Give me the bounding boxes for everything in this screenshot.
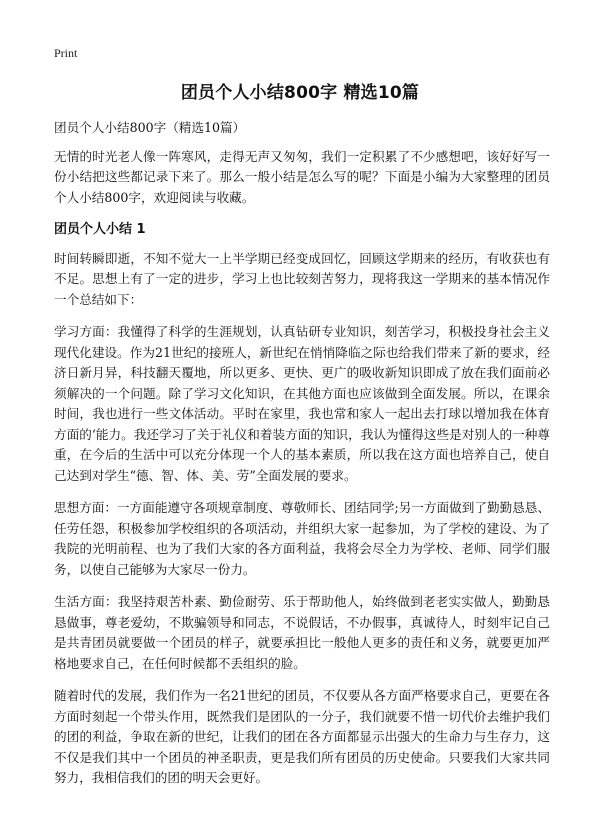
article-body <box>54 118 550 801</box>
article-subtitle: 团员个人小结800字（精选10篇） <box>54 120 246 135</box>
body-paragraph: 学习方面：我懂得了科学的生涯规划，认真钻研专业知识，刻苦学习，积极投身社会主义现代化建设。作为21世纪的接班人，新世纪在悄悄降临之际也给我们带来了新的要求，经济日新月异，科技翻天覆地，所以更多、更快、更广的吸收新知识即成了放在我们面前必须解决的一个问题。除了学习文化知识，在其他方面也应该做到全面发展。所以，在课余时间，我也进行一些文体活动。平时在家里，我也常和家人一起出去打球以增加我在体育方面的‘能力。我还学习了关于礼仪和着装方面的知识，我认为懂得这些是对别人的一种尊重，在今后的生活中可以充分体现一个人的基本素质，所以我在这方面也培养自己，使自己达到对学生“德、智、体、美、劳”全面发展的要求。 <box>54 324 550 483</box>
body-paragraph: 随着时代的发展，我们作为一名21世纪的团员，不仅要从各方面严格要求自己，更要在各方面时刻起一个带头作用，既然我们是团队的一分子，我们就要不惜一切代价去维护我们的团的利益，争取在新的世纪，让我们的团在各方面都显示出强大的生命力与生存力，这不仅是我们其中一个团员的神圣职责，更是我们所有团员的历史使命。只要我们大家共同努力，我相信我们的团的明天会更好。 <box>54 688 550 785</box>
body-paragraph: 思想方面：一方面能遵守各项规章制度、尊敬师长、团结同学;另一方面做到了勤勤恳恳、任劳任怨，积极参加学校组织的各项活动，并组织大家一起参加，为了学校的建设、为了我院的光明前程、也为了我们大家的各方面利益，我将会尽全力为学校、老师、同学们服务，以使自己能够为大家尽一份力。 <box>54 500 550 577</box>
document-title: 团员个人小结800字 精选10篇 <box>180 83 420 103</box>
intro-paragraph: 无情的时光老人像一阵寒风，走得无声又匆匆，我们一定积累了不少感想吧，该好好写一份小结把这些都记录下来了。那么一般小结是怎么写的呢？下面是小编为大家整理的团员个人小结800字，欢迎阅读与收藏。 <box>54 148 550 205</box>
body-paragraph: 生活方面：我坚持艰苦朴素、勤俭耐劳、乐于帮助他人，始终做到老老实实做人，勤勤恳恳做事，尊老爱幼，不欺骗领导和同志，不说假话，不办假事，真诚待人，时刻牢记自己是共青团员就要做一个团员的样子，就要承担比一般他人更多的责任和义务，就要更加严格地要求自己，在任何时候都不丢组织的脸。 <box>54 594 550 671</box>
body-paragraph: 时间转瞬即逝，不知不觉大一上半学期已经变成回忆，回顾这学期来的经历，有收获也有不足。思想上有了一定的进步，学习上也比较刻苦努力，现将我这一学期来的基本情况作一个总结如下： <box>54 250 550 307</box>
section-heading: 团员个人小结 1 <box>54 222 146 237</box>
print-label[interactable]: Print <box>54 46 78 60</box>
